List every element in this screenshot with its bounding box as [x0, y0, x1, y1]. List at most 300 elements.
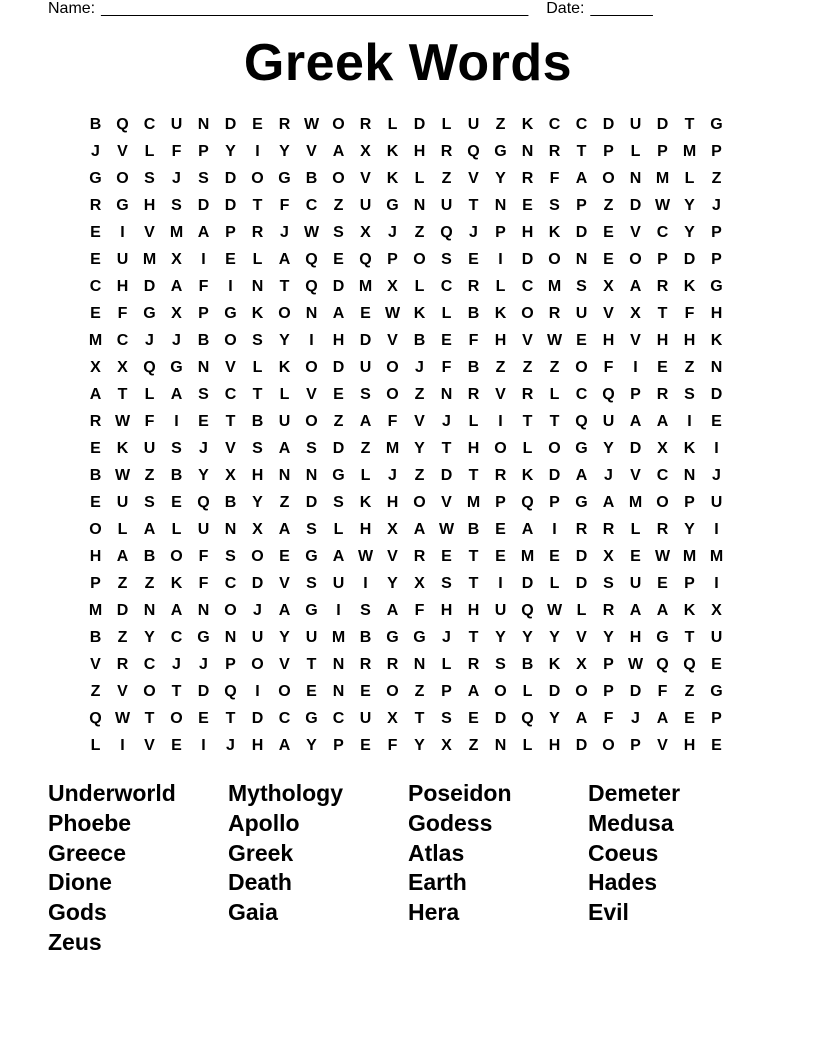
grid-letter: V [144, 224, 155, 241]
grid-letter: N [440, 386, 453, 403]
grid-letter: U [278, 413, 291, 430]
grid-letter: C [89, 278, 102, 295]
grid-letter: Z [441, 170, 452, 187]
grid-letter: G [494, 143, 507, 160]
grid-letter: S [252, 332, 263, 349]
grid-letter: E [90, 224, 101, 241]
grid-letter: B [224, 494, 237, 511]
grid-letter: S [333, 224, 344, 241]
grid-letter: X [225, 467, 236, 484]
grid-letter: V [441, 494, 452, 511]
grid-letter: P [684, 575, 695, 592]
grid-letter: H [494, 332, 507, 349]
grid-letter: J [415, 359, 424, 376]
grid-letter: H [413, 143, 426, 160]
grid-letter: E [711, 413, 722, 430]
grid-letter: E [468, 251, 479, 268]
grid-letter: T [279, 278, 290, 295]
grid-letter: E [90, 251, 101, 268]
grid-letter: P [657, 143, 668, 160]
grid-letter: K [521, 116, 534, 133]
grid-letter: S [360, 602, 371, 619]
grid-letter: U [710, 494, 723, 511]
grid-row [82, 462, 730, 489]
grid-letter: Q [197, 494, 210, 511]
grid-letter: S [198, 386, 209, 403]
grid-letter: D [305, 494, 318, 511]
grid-letter: A [575, 710, 588, 727]
grid-letter: T [306, 656, 317, 673]
grid-letter: P [387, 251, 398, 268]
grid-letter: M [547, 278, 562, 295]
grid-letter: J [442, 413, 451, 430]
grid-letter: N [332, 656, 345, 673]
grid-letter: G [575, 494, 588, 511]
grid-letter: X [711, 602, 722, 619]
grid-letter: H [467, 602, 480, 619]
grid-letter: N [629, 170, 642, 187]
grid-letter: Z [414, 467, 425, 484]
grid-letter: O [602, 170, 615, 187]
grid-letter: X [90, 359, 101, 376]
grid-letter: V [279, 575, 290, 592]
grid-letter: M [169, 224, 184, 241]
grid-row [82, 354, 730, 381]
grid-letter: Q [440, 224, 453, 241]
grid-letter: J [199, 440, 208, 457]
word-bank-item: Death [228, 869, 292, 896]
grid-letter: L [522, 683, 533, 700]
grid-letter: S [171, 440, 182, 457]
grid-letter: S [441, 251, 452, 268]
grid-letter: D [656, 116, 669, 133]
grid-letter: D [494, 710, 507, 727]
grid-letter: I [687, 413, 692, 430]
grid-letter: R [548, 143, 561, 160]
grid-letter: L [252, 359, 263, 376]
grid-row [82, 273, 730, 300]
grid-letter: L [441, 305, 452, 322]
grid-letter: F [117, 305, 128, 322]
grid-letter: D [251, 575, 264, 592]
grid-letter: O [575, 683, 588, 700]
grid-letter: I [120, 737, 125, 754]
grid-letter: V [90, 656, 101, 673]
grid-letter: T [441, 440, 452, 457]
grid-letter: Y [198, 467, 209, 484]
grid-letter: N [332, 683, 345, 700]
grid-letter: Y [549, 629, 560, 646]
grid-row [82, 516, 730, 543]
grid-letter: X [603, 278, 614, 295]
word-bank-item: Gods [48, 899, 107, 926]
grid-letter: T [144, 710, 155, 727]
grid-letter: Q [521, 710, 534, 727]
grid-letter: Q [467, 143, 480, 160]
word-bank-item: Medusa [588, 809, 674, 836]
grid-letter: K [494, 305, 507, 322]
grid-letter: O [332, 170, 345, 187]
word-bank-item: Hera [408, 899, 460, 926]
grid-letter: N [710, 359, 723, 376]
grid-letter: Y [279, 629, 290, 646]
grid-letter: C [575, 386, 588, 403]
grid-letter: B [89, 629, 102, 646]
grid-letter: E [495, 521, 506, 538]
grid-letter: F [387, 737, 398, 754]
grid-letter: P [711, 251, 722, 268]
grid-letter: P [225, 224, 236, 241]
grid-letter: V [387, 548, 398, 565]
grid-letter: G [197, 629, 210, 646]
grid-letter: L [387, 116, 398, 133]
grid-letter: M [520, 548, 535, 565]
grid-letter: R [656, 386, 669, 403]
word-bank-item: Underworld [48, 780, 176, 806]
grid-letter: Y [306, 737, 317, 754]
grid-letter: W [654, 548, 671, 565]
grid-letter: O [224, 332, 237, 349]
grid-letter: N [224, 521, 237, 538]
grid-letter: W [357, 548, 374, 565]
grid-letter: I [552, 521, 557, 538]
grid-letter: U [359, 197, 372, 214]
grid-letter: Y [522, 629, 533, 646]
grid-letter: C [521, 278, 534, 295]
grid-letter: B [89, 467, 102, 484]
grid-letter: T [576, 143, 587, 160]
grid-letter: W [114, 467, 131, 484]
grid-letter: S [495, 656, 506, 673]
grid-letter: H [332, 332, 345, 349]
grid-letter: A [278, 251, 291, 268]
grid-letter: A [278, 737, 291, 754]
grid-letter: F [198, 575, 209, 592]
grid-letter: O [170, 710, 183, 727]
grid-letter: I [714, 575, 719, 592]
date-field: _______ [590, 0, 653, 17]
grid-row [82, 705, 730, 732]
grid-letter: F [603, 710, 614, 727]
grid-letter: C [332, 710, 345, 727]
grid-letter: Y [225, 143, 236, 160]
grid-letter: F [603, 359, 614, 376]
grid-letter: D [575, 224, 588, 241]
grid-letter: T [414, 710, 425, 727]
grid-letter: V [630, 467, 641, 484]
grid-letter: N [521, 143, 534, 160]
grid-letter: P [333, 737, 344, 754]
grid-letter: C [224, 575, 237, 592]
grid-letter: A [656, 602, 669, 619]
word-bank [48, 780, 768, 957]
grid-letter: S [306, 521, 317, 538]
grid-letter: W [546, 332, 563, 349]
grid-letter: T [549, 413, 560, 430]
grid-letter: J [226, 737, 235, 754]
grid-row [82, 111, 730, 138]
grid-letter: R [386, 656, 399, 673]
grid-letter: U [629, 575, 642, 592]
grid-letter: C [224, 386, 237, 403]
grid-letter: N [224, 629, 237, 646]
grid-letter: Z [495, 359, 506, 376]
grid-letter: I [336, 602, 341, 619]
grid-letter: L [279, 386, 290, 403]
grid-letter: G [143, 305, 156, 322]
grid-letter: E [90, 494, 101, 511]
grid-letter: U [359, 710, 372, 727]
grid-letter: V [630, 224, 641, 241]
grid-letter: W [654, 197, 671, 214]
grid-letter: O [413, 494, 426, 511]
grid-letter: D [224, 116, 237, 133]
grid-letter: E [630, 548, 641, 565]
grid-letter: F [198, 278, 209, 295]
grid-letter: V [603, 305, 614, 322]
grid-letter: E [360, 737, 371, 754]
grid-letter: E [441, 332, 452, 349]
grid-letter: J [712, 197, 721, 214]
grid-letter: P [495, 224, 506, 241]
grid-letter: D [116, 602, 129, 619]
grid-letter: O [575, 359, 588, 376]
grid-letter: A [656, 710, 669, 727]
grid-letter: D [521, 251, 534, 268]
grid-letter: L [117, 521, 128, 538]
grid-letter: O [629, 251, 642, 268]
grid-letter: P [441, 683, 452, 700]
grid-letter: N [413, 656, 426, 673]
grid-letter: O [521, 305, 534, 322]
grid-letter: C [656, 467, 669, 484]
grid-letter: T [171, 683, 182, 700]
grid-letter: T [657, 305, 668, 322]
grid-letter: P [711, 710, 722, 727]
grid-letter: U [197, 521, 210, 538]
grid-letter: L [684, 170, 695, 187]
grid-letter: D [683, 251, 696, 268]
grid-letter: R [278, 116, 291, 133]
grid-letter: Y [684, 224, 695, 241]
grid-letter: V [387, 332, 398, 349]
grid-letter: X [630, 305, 641, 322]
grid-letter: A [575, 170, 588, 187]
grid-letter: D [629, 440, 642, 457]
grid-letter: P [576, 197, 587, 214]
grid-letter: R [467, 656, 480, 673]
grid-letter: P [198, 305, 209, 322]
grid-letter: P [657, 251, 668, 268]
grid-letter: Y [495, 170, 506, 187]
grid-letter: S [306, 575, 317, 592]
grid-letter: T [225, 413, 236, 430]
grid-letter: S [225, 548, 236, 565]
grid-letter: Y [495, 629, 506, 646]
grid-letter: E [171, 737, 182, 754]
grid-letter: R [656, 278, 669, 295]
grid-letter: S [441, 575, 452, 592]
grid-letter: E [468, 710, 479, 727]
grid-letter: A [278, 602, 291, 619]
grid-row [82, 192, 730, 219]
word-bank-item: Poseidon [408, 780, 512, 806]
grid-letter: W [438, 521, 455, 538]
grid-letter: P [198, 143, 209, 160]
grid-letter: O [413, 251, 426, 268]
grid-letter: Z [117, 629, 128, 646]
grid-letter: E [90, 305, 101, 322]
grid-letter: A [413, 521, 426, 538]
grid-letter: V [522, 332, 533, 349]
grid-letter: E [225, 251, 236, 268]
grid-letter: K [116, 440, 129, 457]
grid-letter: L [90, 737, 101, 754]
grid-letter: O [656, 494, 669, 511]
grid-letter: M [142, 251, 157, 268]
grid-letter: X [117, 359, 128, 376]
grid-letter: M [655, 170, 670, 187]
grid-letter: K [548, 224, 561, 241]
grid-letter: F [657, 683, 668, 700]
grid-letter: G [656, 629, 669, 646]
grid-row [82, 678, 730, 705]
grid-letter: G [710, 683, 723, 700]
grid-letter: V [306, 143, 317, 160]
grid-letter: Z [90, 683, 101, 700]
grid-letter: A [629, 278, 642, 295]
grid-letter: I [309, 332, 314, 349]
grid-letter: J [442, 629, 451, 646]
grid-letter: V [495, 386, 506, 403]
grid-letter: M [709, 548, 724, 565]
grid-letter: R [602, 602, 615, 619]
grid-letter: D [197, 683, 210, 700]
grid-letter: N [494, 737, 507, 754]
grid-letter: N [197, 602, 210, 619]
grid-letter: X [387, 710, 398, 727]
grid-letter: R [494, 467, 507, 484]
grid-letter: E [279, 548, 290, 565]
grid-row [82, 381, 730, 408]
grid-row [82, 543, 730, 570]
grid-letter: M [88, 602, 103, 619]
grid-letter: R [656, 521, 669, 538]
grid-letter: K [386, 170, 399, 187]
word-bank-item: Demeter [588, 780, 681, 806]
grid-letter: D [629, 197, 642, 214]
grid-letter: Z [414, 386, 425, 403]
grid-letter: P [684, 494, 695, 511]
grid-letter: Q [116, 116, 129, 133]
grid-letter: P [630, 386, 641, 403]
grid-letter: F [144, 413, 155, 430]
grid-letter: E [522, 197, 533, 214]
grid-letter: S [684, 386, 695, 403]
grid-letter: Z [333, 197, 344, 214]
grid-letter: U [575, 305, 588, 322]
word-bank-item: Evil [588, 899, 629, 926]
grid-letter: Y [549, 710, 560, 727]
grid-letter: S [144, 170, 155, 187]
word-bank-item: Phoebe [48, 809, 132, 836]
grid-letter: U [494, 602, 507, 619]
grid-letter: C [143, 656, 156, 673]
grid-letter: U [305, 629, 318, 646]
date-label: Date: [546, 0, 585, 17]
grid-letter: K [521, 467, 534, 484]
grid-letter: X [576, 656, 587, 673]
grid-letter: L [441, 116, 452, 133]
grid-letter: A [602, 494, 615, 511]
grid-letter: L [522, 440, 533, 457]
grid-letter: E [657, 575, 668, 592]
grid-letter: W [114, 413, 131, 430]
grid-letter: S [441, 710, 452, 727]
grid-letter: B [359, 629, 372, 646]
grid-letter: Z [333, 413, 344, 430]
grid-letter: V [306, 386, 317, 403]
grid-row [82, 651, 730, 678]
grid-letter: I [228, 278, 233, 295]
grid-letter: A [386, 602, 399, 619]
grid-letter: J [199, 656, 208, 673]
grid-letter: C [440, 278, 453, 295]
grid-letter: L [252, 251, 263, 268]
grid-letter: Z [414, 683, 425, 700]
grid-letter: Y [684, 521, 695, 538]
grid-letter: L [576, 602, 587, 619]
grid-letter: I [201, 737, 206, 754]
grid-letter: K [683, 440, 696, 457]
grid-row [82, 219, 730, 246]
grid-letter: O [602, 737, 615, 754]
grid-letter: G [224, 305, 237, 322]
grid-letter: E [333, 386, 344, 403]
grid-letter: Q [683, 656, 696, 673]
grid-letter: G [386, 197, 399, 214]
grid-letter: J [280, 224, 289, 241]
grid-letter: F [198, 548, 209, 565]
grid-letter: U [440, 197, 453, 214]
grid-letter: R [359, 116, 372, 133]
grid-letter: D [332, 278, 345, 295]
grid-letter: J [91, 143, 100, 160]
grid-letter: W [384, 305, 401, 322]
grid-letter: Z [144, 575, 155, 592]
word-bank-item: Greek [228, 839, 294, 866]
grid-letter: N [197, 116, 210, 133]
grid-letter: R [548, 305, 561, 322]
header-line [48, 0, 653, 20]
grid-letter: O [278, 305, 291, 322]
grid-row [82, 300, 730, 327]
grid-letter: W [303, 224, 320, 241]
grid-letter: S [333, 494, 344, 511]
grid-letter: B [467, 521, 480, 538]
grid-letter: R [359, 656, 372, 673]
grid-letter: I [255, 683, 260, 700]
grid-letter: G [575, 440, 588, 457]
grid-letter: G [305, 602, 318, 619]
grid-letter: L [144, 386, 155, 403]
grid-letter: X [360, 143, 371, 160]
grid-letter: N [413, 197, 426, 214]
grid-letter: B [305, 170, 318, 187]
grid-letter: Y [414, 737, 425, 754]
grid-letter: R [251, 224, 264, 241]
grid-letter: P [711, 143, 722, 160]
